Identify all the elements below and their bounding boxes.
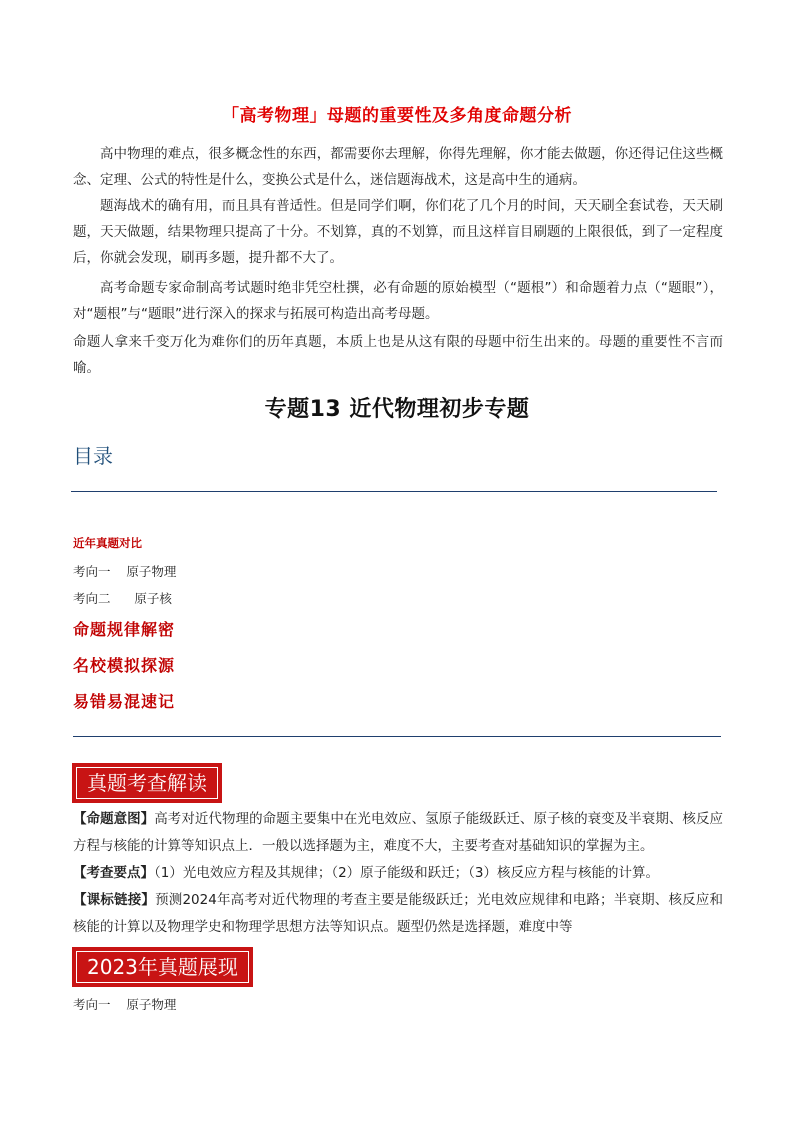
document-title: 「高考物理」母题的重要性及多角度命题分析 — [222, 106, 572, 126]
toc-item-rules[interactable]: 命题规律解密 — [73, 620, 176, 639]
link-text: 预测2024年高考对近代物理的考查主要是能级跃迁；光电效应规律和电路；半衰期、核反应和核能的计算以及物理学史和物理学思想方法等知识点。题型仍然是选择题，难度中等 — [73, 892, 724, 935]
points-paragraph — [73, 860, 723, 887]
intro-paragraph-1: 高中物理的难点，很多概念性的东西，都需要你去理解，你得先理解，你才能去做题，你还得记住这些概念、定理、公式的特性是什么，变换公式是什么，迷信题海战术，这是高中生的通病。 — [73, 146, 723, 188]
toc-item-simulation[interactable]: 名校模拟探源 — [73, 656, 176, 675]
intent-text: 高考对近代物理的命题主要集中在光电效应、氢原子能级跃迁、原子核的衰变及半衰期、核反应方程与核能的计算等知识点上．一般以选择题为主，难度不大，主要考查对基础知识的掌握为主。 — [73, 811, 724, 854]
toc-top-divider — [71, 491, 717, 492]
toc-section-recent[interactable]: 近年真题对比 — [73, 536, 142, 550]
intro-paragraph-2: 题海战术的确有用，而且具有普适性。但是同学们啊，你们花了几个月的时间，天天刷全套试卷，天天刷题，天天做题，结果物理只提高了十分。不划算，真的不划算，而且这样盲目刷题的上限很低，到了一定程度后，你就会发现，刷再多题，提升都不大了。 — [73, 198, 723, 266]
toc-bottom-divider — [73, 736, 721, 737]
intro-paragraph-4: 命题人拿来千变万化为难你们的历年真题，本质上也是从这有限的母题中衍生出来的。母题的重要性不言而喻。 — [73, 334, 723, 376]
banner-exam-analysis-label: 真题考查解读 — [76, 767, 218, 799]
section-heading-atomic-physics: 考向一 原子物理 — [73, 997, 177, 1012]
banner-2023-exam — [73, 948, 252, 986]
toc-heading: 目录 — [73, 444, 113, 468]
points-text: （1）光电效应方程及其规律；（2）原子能级和跃迁；（3）核反应方程与核能的计算。 — [154, 865, 660, 881]
toc-item-nucleus[interactable]: 考向二 原子核 — [73, 591, 172, 606]
link-tag: 【课标链接】 — [73, 892, 156, 908]
points-tag: 【考查要点】 — [73, 865, 154, 881]
toc-item-mistakes[interactable]: 易错易混速记 — [73, 692, 176, 711]
intro-paragraph-3: 高考命题专家命制高考试题时绝非凭空杜撰，必有命题的原始模型（“题根”）和命题着力点（“题眼”），对“题根”与“题眼”进行深入的探求与拓展可构造出高考母题。 — [73, 280, 723, 322]
banner-2023-exam-label: 2023年真题展现 — [76, 951, 249, 983]
banner-exam-analysis — [73, 764, 221, 802]
intent-tag: 【命题意图】 — [73, 811, 155, 827]
topic-title: 专题13 近代物理初步专题 — [264, 397, 530, 422]
link-paragraph — [73, 887, 723, 941]
toc-item-atomic-physics[interactable]: 考向一 原子物理 — [73, 564, 177, 579]
intent-paragraph — [73, 806, 723, 860]
